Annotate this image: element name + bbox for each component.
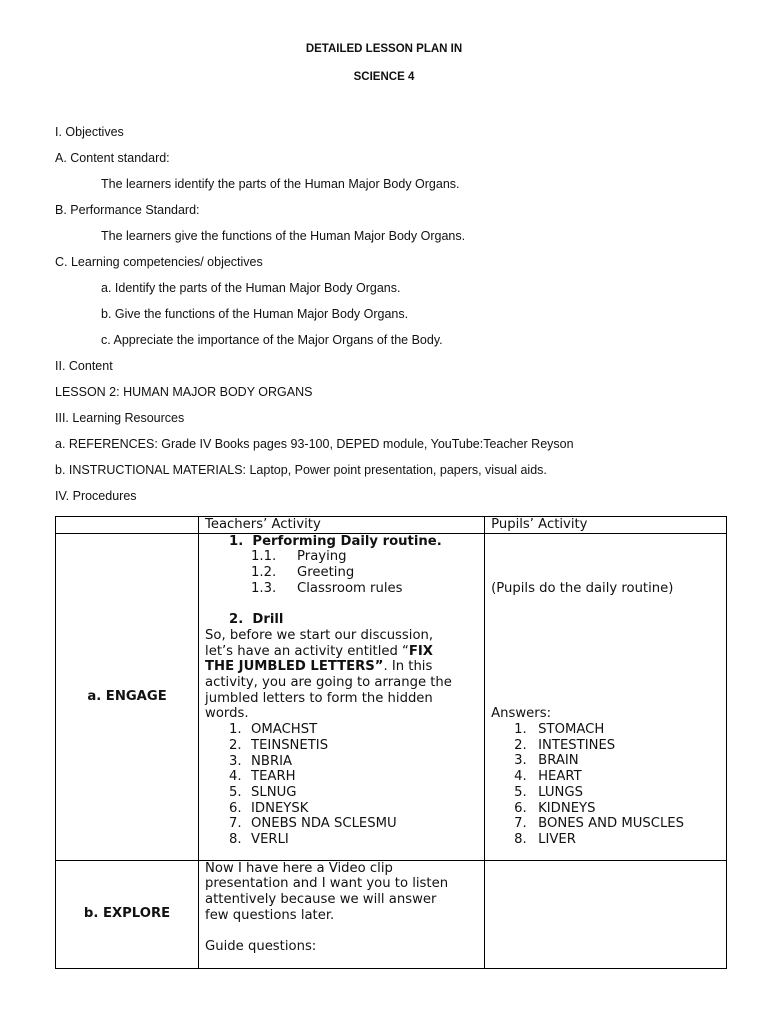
jumbled-word: 4. TEARH [229,769,296,785]
procedures-heading: IV. Procedures [55,489,137,503]
explore-pupil-cell [485,860,727,968]
content-standard-text: The learners identify the parts of the Human Major Body Organs. [101,177,460,191]
objectives-heading: I. Objectives [55,125,124,139]
jumbled-word: 7. ONEBS NDA SCLESMU [229,816,397,832]
performance-standard-label: B. Performance Standard: [55,203,200,217]
competency-b: b. Give the functions of the Human Major Body Organs. [101,307,409,321]
procedures-table [55,516,727,969]
header-blank [56,517,199,534]
engage-label: a. ENGAGE [56,533,199,860]
engage-pupil-cell [485,533,727,860]
answer-item: 2. INTESTINES [514,737,616,753]
answers-label: Answers: [491,706,552,722]
content-standard-label: A. Content standard: [55,151,170,165]
routine-item: 1.2. Greeting [251,565,355,581]
jumbled-word: 8. VERLI [229,832,289,848]
explore-label: b. EXPLORE [56,860,199,968]
answer-item: 7. BONES AND MUSCLES [514,816,684,832]
lesson-title: LESSON 2: HUMAN MAJOR BODY ORGANS [55,385,313,399]
doc-title: DETAILED LESSON PLAN IN [305,43,463,55]
competencies-label: C. Learning competencies/ objectives [55,255,263,269]
engage-row [56,533,727,860]
competency-c: c. Appreciate the importance of the Major Organs of the Body. [101,333,443,347]
drill-line: So, before we start our discussion, [205,627,434,643]
table-header-row [56,517,727,534]
jumbled-word: 2. TEINSNETIS [229,737,329,753]
pupil-routine: (Pupils do the daily routine) [491,580,674,596]
competency-a: a. Identify the parts of the Human Major Body Organs. [101,281,401,295]
content-heading: II. Content [55,359,113,373]
drill-line: activity, you are going to arrange the [205,675,452,691]
explore-line: presentation and I want you to listen [205,876,449,892]
explore-line: Now I have here a Video clip [205,860,393,876]
drill-line: let’s have an activity entitled “FIX [205,643,433,659]
doc-subject: SCIENCE 4 [353,71,415,83]
explore-row [56,860,727,968]
jumbled-word: 1. OMACHST [229,722,318,738]
daily-routine-heading: 1. Performing Daily routine. [229,533,442,549]
drill-line: jumbled letters to form the hidden [205,690,433,706]
jumbled-word: 5. SLNUG [229,784,297,800]
answer-item: 3. BRAIN [514,753,579,769]
resources-heading: III. Learning Resources [55,411,185,425]
drill-heading: 2. Drill [229,612,284,628]
answer-item: 1. STOMACH [514,721,605,737]
routine-item: 1.1. Praying [251,549,347,565]
drill-line: THE JUMBLED LETTERS”. In this [205,659,433,675]
answer-item: 4. HEART [514,769,582,785]
jumbled-word: 6. IDNEYSK [229,800,309,816]
explore-line: few questions later. [205,907,335,923]
jumbled-word: 3. NBRIA [229,753,293,769]
explore-line: attentively because we will answer [205,892,437,908]
routine-item: 1.3. Classroom rules [251,580,403,596]
header-teachers-activity: Teachers’ Activity [199,517,485,534]
guide-questions: Guide questions: [205,939,317,955]
answer-item: 6. KIDNEYS [514,800,596,816]
references: a. REFERENCES: Grade IV Books pages 93-100, DEPED module, YouTube:Teacher Reyson [55,437,574,451]
performance-standard-text: The learners give the functions of the Human Major Body Organs. [101,229,466,243]
answer-item: 8. LIVER [514,831,576,847]
explore-teacher-cell [199,860,485,968]
drill-line: words. [205,706,249,722]
engage-teacher-cell [199,533,485,860]
instructional-materials: b. INSTRUCTIONAL MATERIALS: Laptop, Power point presentation, papers, visual aids. [55,463,547,477]
header-pupils-activity: Pupils’ Activity [485,517,727,534]
answer-item: 5. LUNGS [514,784,583,800]
